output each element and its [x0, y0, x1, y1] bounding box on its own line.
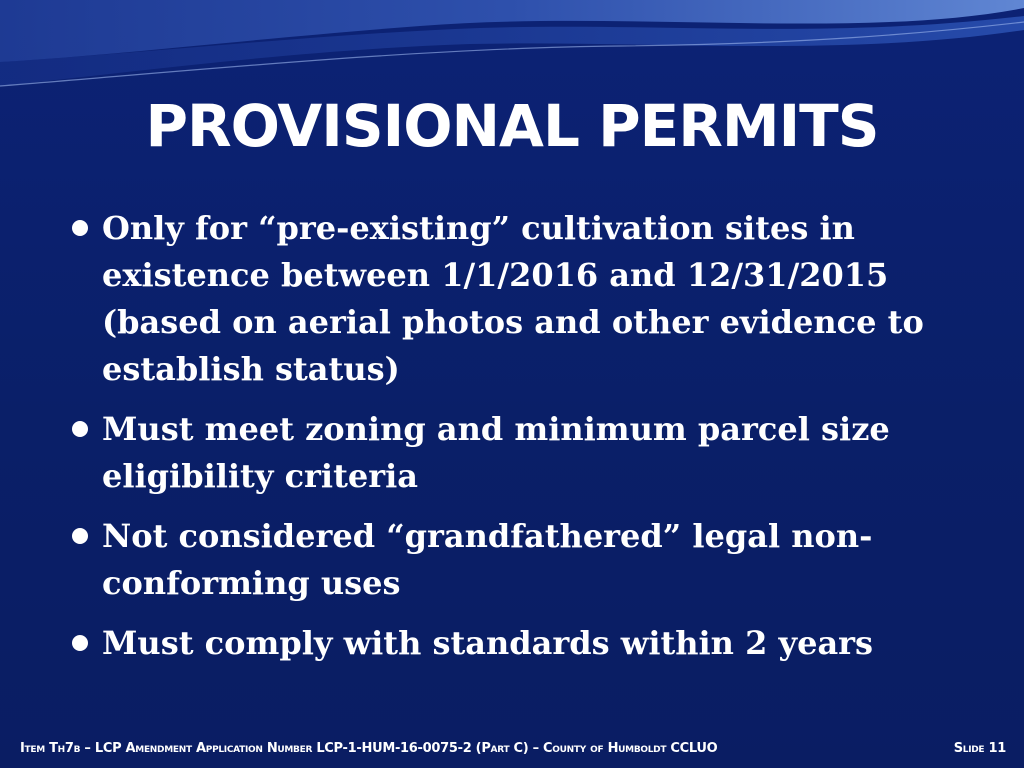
bullet-item [70, 620, 970, 667]
bullet-list [70, 205, 970, 680]
bullet-text: Must meet zoning and minimum parcel size eligibility criteria [102, 410, 890, 495]
bullet-item [70, 205, 970, 393]
bullet-item [70, 406, 970, 500]
slide-title: PROVISIONAL PERMITS [145, 92, 879, 160]
bullet-text: Not considered “grandfathered” legal non-conforming uses [102, 517, 873, 602]
bullet-item [70, 513, 970, 607]
footer-item-text: Item Th7b – LCP Amendment Application Number LCP-1-HUM-16-0075-2 (Part C) – County of Humboldt CCLUO [20, 741, 718, 756]
header-wave-decoration [0, 0, 1024, 100]
bullet-dot-icon [72, 220, 88, 236]
bullet-dot-icon [72, 528, 88, 544]
bullet-dot-icon [72, 635, 88, 651]
bullet-text: Must comply with standards within 2 years [102, 624, 874, 662]
slide-number: Slide 11 [953, 741, 1006, 756]
slide-footer [20, 738, 1006, 760]
bullet-text: Only for “pre-existing” cultivation sites in existence between 1/1/2016 and 12/31/2015 (based on aerial photos and other evidence to establish status) [102, 209, 924, 388]
bullet-dot-icon [72, 421, 88, 437]
